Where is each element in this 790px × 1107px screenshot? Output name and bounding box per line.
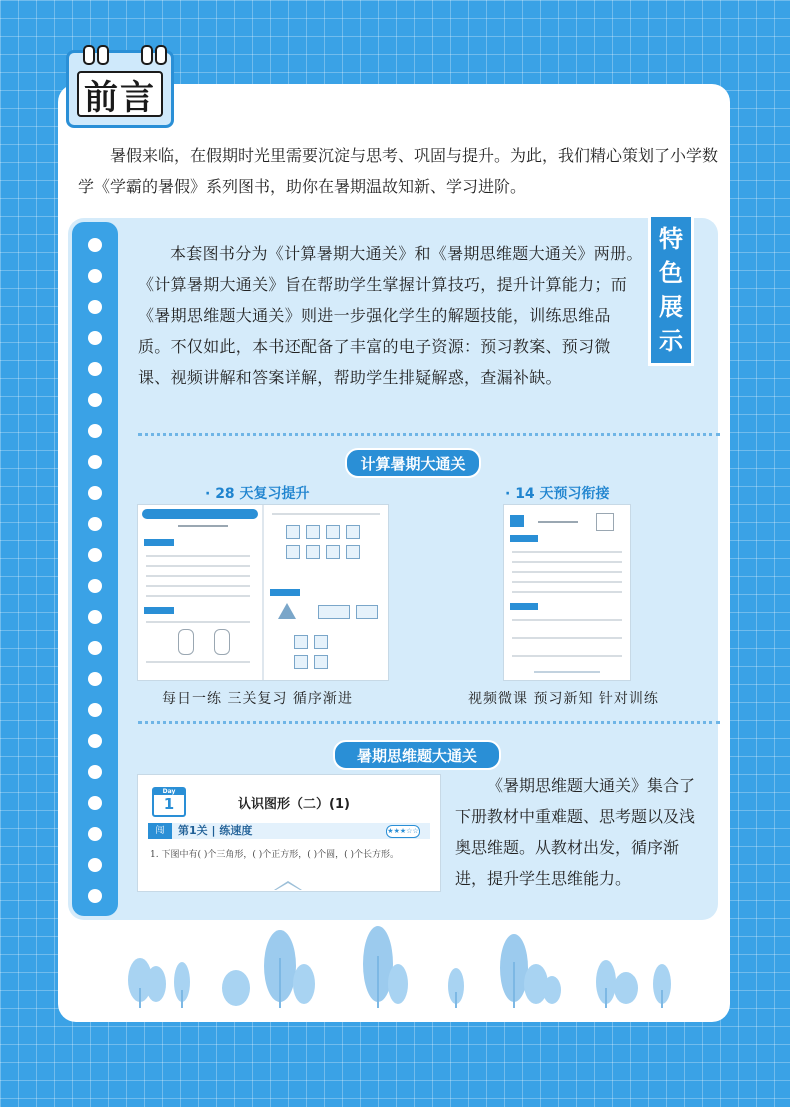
spine-hole (88, 672, 102, 686)
thumbnail-bar (510, 535, 538, 542)
shape-box (306, 525, 320, 539)
day-number: 1 (163, 795, 175, 813)
thumbnail-line (146, 585, 250, 587)
level-icon: 闯 (148, 823, 172, 839)
day-badge (152, 787, 186, 817)
spine-hole (88, 765, 102, 779)
thinking-book-description: 《暑期思维题大通关》集合了下册教材中重难题、思考题以及浅奥思维题。从教材出发，循序渐进，提升学生思维能力。 (455, 776, 696, 888)
spine-hole (88, 579, 102, 593)
thumbnail-line (146, 595, 250, 597)
thumbnail-line (272, 513, 380, 515)
intro-paragraph: 暑假来临，在假期时光里需要沉淀与思考、巩固与提升。为此，我们精心策划了小学数学《学霸的暑假》系列图书，助你在暑期温故知新、学习进阶。 (78, 146, 719, 196)
spine-hole (88, 331, 102, 345)
level-strip (148, 823, 430, 839)
spine-hole (88, 486, 102, 500)
thinking-sample-page (138, 775, 440, 891)
chevron-up-icon (274, 881, 302, 890)
binder-ring (97, 45, 109, 65)
thumbnail-line (512, 655, 622, 657)
shape-box (318, 605, 350, 619)
calc-left-subtitle: · 28 天复习提升 (205, 486, 310, 502)
thumbnail-line (146, 555, 250, 557)
shape-box (356, 605, 378, 619)
shape-box (326, 525, 340, 539)
spine-hole (88, 827, 102, 841)
spine-hole (88, 424, 102, 438)
level-title: 第1关 | 练速度 (178, 824, 253, 837)
tree-decoration (58, 918, 730, 1008)
difficulty-stars: ★★★☆☆ (386, 825, 420, 838)
shape-box (326, 545, 340, 559)
spine-hole (88, 548, 102, 562)
thumbnail-line (146, 575, 250, 577)
thumbnail-bar (270, 589, 300, 596)
feature-label-char: 展 (659, 293, 683, 321)
binder-ring (155, 45, 167, 65)
sample-page-title: 认识图形（二）(1) (238, 797, 350, 812)
spine-hole (88, 455, 102, 469)
spine-hole (88, 393, 102, 407)
spine-hole (88, 703, 102, 717)
thumbnail-line (146, 661, 250, 663)
sample-question: 1. 下图中有( )个三角形，( )个正方形，( )个圆，( )个长方形。 (150, 850, 399, 860)
thumbnail-line (512, 561, 622, 563)
thumbnail-line (146, 621, 250, 623)
calc-right-caption: 视频微课 预习新知 针对训练 (468, 691, 659, 707)
shape-box (286, 525, 300, 539)
day-badge-label: Day (154, 789, 184, 795)
feature-label-char: 色 (659, 259, 683, 287)
qr-code-icon (596, 513, 614, 531)
thumbnail-line (512, 571, 622, 573)
spine-hole (88, 734, 102, 748)
notebook-spine (72, 222, 118, 916)
calc-book-title: 计算暑期大通关 (345, 448, 481, 478)
tree-crown (146, 966, 166, 1002)
page-title: 前言 (77, 71, 163, 117)
feature-description: 本套图书分为《计算暑期大通关》和《暑期思维题大通关》两册。《计算暑期大通关》旨在帮助学生掌握计算技巧，提升计算能力；而《暑期思维题大通关》则进一步强化学生的解题技能，训练思维品质。不仅如此，本书还配备了丰富的电子资源：预习教案、预习微课、视频讲解和答案详解，帮助学生排疑解惑，查漏补缺。 (138, 244, 643, 387)
tree-crown (388, 964, 408, 1004)
triangle-shape (278, 603, 296, 619)
binder-ring (83, 45, 95, 65)
title-tag (66, 50, 174, 128)
spine-hole (88, 858, 102, 872)
feature-label-char: 示 (659, 327, 683, 355)
day-badge (510, 515, 524, 527)
thumbnail-line (534, 671, 600, 673)
thumbnail-line (538, 521, 578, 523)
calc-left-caption: 每日一练 三关复习 循序渐进 (162, 691, 353, 707)
spine-hole (88, 362, 102, 376)
thumbnail-line (512, 591, 622, 593)
robot-figure (214, 629, 230, 655)
binder-ring (141, 45, 153, 65)
shape-box (314, 635, 328, 649)
spread-gutter (262, 505, 264, 680)
spine-hole (88, 796, 102, 810)
spine-hole (88, 641, 102, 655)
calc-right-subtitle: · 14 天预习衔接 (505, 486, 610, 502)
spine-hole (88, 517, 102, 531)
spine-hole (88, 269, 102, 283)
spine-hole (88, 238, 102, 252)
dotted-divider (138, 433, 720, 436)
thumbnail-line (512, 551, 622, 553)
tree-crown (614, 972, 638, 1004)
thinking-book-title: 暑期思维题大通关 (333, 740, 501, 770)
shape-box (306, 545, 320, 559)
thumbnail-line (512, 637, 622, 639)
spine-hole (88, 300, 102, 314)
shape-box (286, 545, 300, 559)
shape-box (346, 545, 360, 559)
thumbnail-bar (144, 607, 174, 614)
thumbnail-line (146, 565, 250, 567)
thumbnail-bar (144, 539, 174, 546)
thumbnail-line (512, 619, 622, 621)
thumbnail-line (178, 525, 228, 527)
shape-box (346, 525, 360, 539)
calc-spread-thumbnail (138, 505, 388, 680)
robot-figure (178, 629, 194, 655)
thumbnail-bar (510, 603, 538, 610)
thumbnail-line (512, 581, 622, 583)
tree-crown (293, 964, 315, 1004)
feature-label (648, 214, 694, 366)
shape-box (294, 655, 308, 669)
preview-page-thumbnail (504, 505, 630, 680)
thumbnail-header (142, 509, 258, 519)
shape-box (314, 655, 328, 669)
dotted-divider (138, 721, 720, 724)
spine-hole (88, 889, 102, 903)
feature-label-char: 特 (659, 225, 683, 253)
shape-box (294, 635, 308, 649)
spine-hole (88, 610, 102, 624)
tree-crown (222, 970, 250, 1006)
tree-crown (543, 976, 561, 1004)
